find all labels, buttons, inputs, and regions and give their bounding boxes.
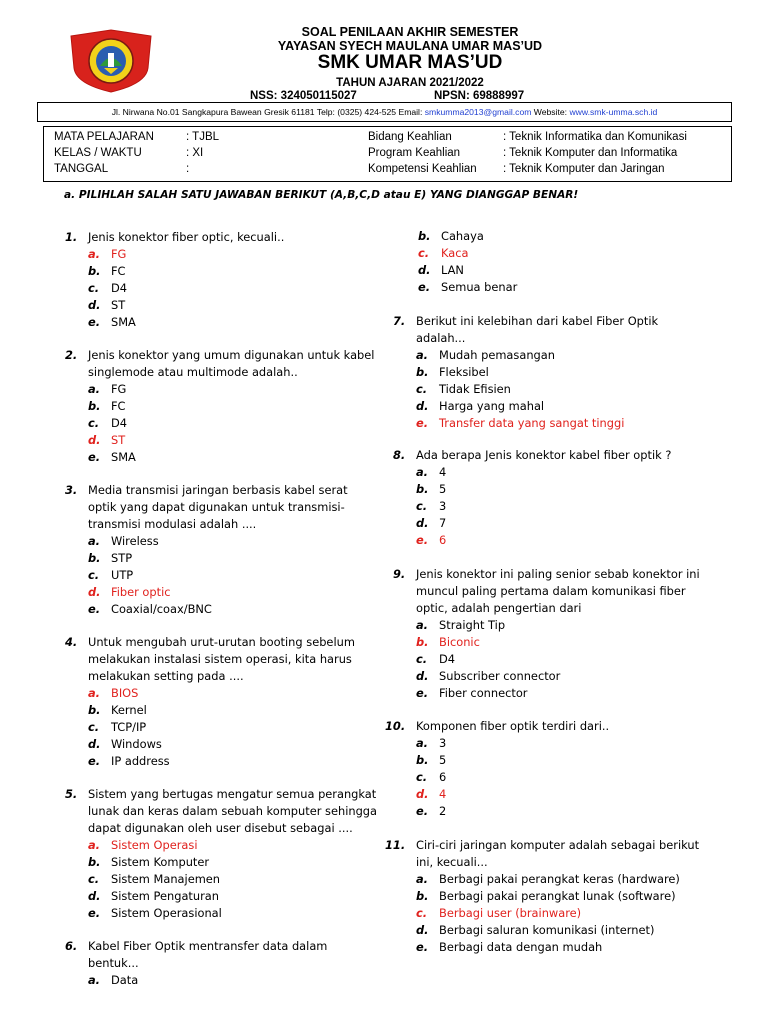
website-link[interactable]: www.smk-umma.sch.id — [569, 107, 658, 117]
question-2-option-d-letter: d. — [88, 433, 101, 447]
question-9-option-a[interactable]: Straight Tip — [439, 618, 506, 632]
question-2-option-a-letter: a. — [88, 382, 101, 396]
question-8-text: Ada berapa Jenis konektor kabel fiber optik ? — [416, 448, 672, 462]
question-11-option-d-letter: d. — [416, 923, 429, 937]
question-1-option-a-letter: a. — [88, 247, 101, 261]
question-1-option-e[interactable]: SMA — [111, 315, 136, 329]
question-5-number: 5. — [65, 787, 78, 801]
question-9-option-e[interactable]: Fiber connector — [439, 686, 528, 700]
question-6-option-a[interactable]: Data — [111, 973, 139, 987]
question-11-option-e[interactable]: Berbagi data dengan mudah — [439, 940, 603, 954]
program-label: Program Keahlian — [368, 147, 461, 159]
question-2-option-c[interactable]: D4 — [111, 416, 128, 430]
question-4-text: melakukan instalasi sistem operasi, kita harus — [88, 652, 352, 666]
question-6-text: bentuk... — [88, 956, 139, 970]
question-10-option-c[interactable]: 6 — [439, 770, 447, 784]
question-7-option-d-letter: d. — [416, 399, 429, 413]
question-4-number: 4. — [65, 635, 78, 649]
question-2-option-b[interactable]: FC — [111, 399, 126, 413]
question-4-option-c-letter: c. — [88, 720, 100, 734]
question-8-option-d[interactable]: 7 — [439, 516, 447, 530]
question-9-number: 9. — [393, 567, 406, 581]
question-7-option-e-letter: e. — [416, 416, 429, 430]
question-5-option-b[interactable]: Sistem Komputer — [111, 855, 210, 869]
question-4-option-c[interactable]: TCP/IP — [111, 720, 147, 734]
question-2-option-e-letter: e. — [88, 450, 101, 464]
question-7-option-c-letter: c. — [416, 382, 428, 396]
question-6-option-c[interactable]: Kaca — [441, 246, 469, 260]
question-3-option-d[interactable]: Fiber optic — [111, 585, 171, 599]
question-6-option-d-letter: d. — [418, 263, 431, 277]
question-8-number: 8. — [393, 448, 406, 462]
question-3-option-a-letter: a. — [88, 534, 101, 548]
question-2-option-c-letter: c. — [88, 416, 100, 430]
question-3-option-d-letter: d. — [88, 585, 101, 599]
question-11-text: ini, kecuali... — [416, 855, 488, 869]
instruction: a. PILIHLAH SALAH SATU JAWABAN BERIKUT (A,B,C,D atau E) YANG DIANGGAP BENAR! — [64, 189, 579, 201]
question-3-option-e[interactable]: Coaxial/coax/BNC — [111, 602, 212, 616]
nss-number: NSS: 324050115027 — [250, 90, 357, 102]
question-5-option-b-letter: b. — [88, 855, 101, 869]
question-4-option-d[interactable]: Windows — [111, 737, 162, 751]
question-10-option-d[interactable]: 4 — [439, 787, 447, 801]
question-4-option-e[interactable]: IP address — [111, 754, 170, 768]
question-7-text: adalah... — [416, 331, 466, 345]
question-10-option-d-letter: d. — [416, 787, 429, 801]
question-11-option-d[interactable]: Berbagi saluran komunikasi (internet) — [439, 923, 655, 937]
question-1-number: 1. — [65, 230, 78, 244]
question-7-number: 7. — [393, 314, 406, 328]
question-9-option-e-letter: e. — [416, 686, 429, 700]
question-11-text: Ciri-ciri jaringan komputer adalah sebagai berikut — [416, 838, 700, 852]
school-name: SMK UMAR MAS’UD — [317, 52, 503, 73]
question-4-option-d-letter: d. — [88, 737, 101, 751]
question-11-option-c-letter: c. — [416, 906, 428, 920]
question-6-option-b-letter: b. — [418, 229, 431, 243]
question-6-option-c-letter: c. — [418, 246, 430, 260]
question-5-option-a[interactable]: Sistem Operasi — [111, 838, 198, 852]
question-5-text: dapat digunakan oleh user disebut sebagai .... — [88, 821, 353, 835]
question-7-option-b[interactable]: Fleksibel — [439, 365, 489, 379]
question-2-option-d[interactable]: ST — [111, 433, 126, 447]
question-11-option-a-letter: a. — [416, 872, 429, 886]
question-10-option-b[interactable]: 5 — [439, 753, 447, 767]
question-3-option-c[interactable]: UTP — [111, 568, 134, 582]
mapel-value: : TJBL — [186, 131, 220, 143]
question-9-option-b-letter: b. — [416, 635, 429, 649]
question-1-option-b-letter: b. — [88, 264, 101, 278]
question-7-option-a[interactable]: Mudah pemasangan — [439, 348, 555, 362]
header-title: SOAL PENILAAN AKHIR SEMESTER — [301, 25, 519, 39]
question-8-option-c[interactable]: 3 — [439, 499, 447, 513]
question-8-option-d-letter: d. — [416, 516, 429, 530]
question-11-option-b[interactable]: Berbagi pakai perangkat lunak (software) — [439, 889, 676, 903]
question-9-text: Jenis konektor ini paling senior sebab konektor ini — [416, 567, 700, 581]
question-11-number: 11. — [385, 838, 406, 852]
question-5-option-d[interactable]: Sistem Pengaturan — [111, 889, 219, 903]
question-10-option-c-letter: c. — [416, 770, 428, 784]
question-5-option-e[interactable]: Sistem Operasional — [111, 906, 222, 920]
question-11-option-c[interactable]: Berbagi user (brainware) — [439, 906, 582, 920]
question-9-option-b[interactable]: Biconic — [439, 635, 480, 649]
question-6-option-b[interactable]: Cahaya — [441, 229, 484, 243]
academic-year: TAHUN AJARAN 2021/2022 — [336, 77, 484, 89]
question-4-option-a[interactable]: BIOS — [111, 686, 139, 700]
question-11-option-b-letter: b. — [416, 889, 429, 903]
question-9-option-a-letter: a. — [416, 618, 429, 632]
question-2-option-e[interactable]: SMA — [111, 450, 136, 464]
question-2-number: 2. — [65, 348, 78, 362]
question-6-option-a-letter: a. — [88, 973, 101, 987]
question-8-option-e-letter: e. — [416, 533, 429, 547]
question-10-option-e-letter: e. — [416, 804, 429, 818]
bidang-value: : Teknik Informatika dan Komunikasi — [503, 131, 687, 143]
question-5-option-c-letter: c. — [88, 872, 100, 886]
kelas-label: KELAS / WAKTU — [54, 147, 142, 159]
question-7-option-c[interactable]: Tidak Efisien — [439, 382, 511, 396]
tanggal-label: TANGGAL — [54, 163, 109, 175]
program-value: : Teknik Komputer dan Informatika — [503, 147, 678, 159]
question-5-option-d-letter: d. — [88, 889, 101, 903]
question-2-option-b-letter: b. — [88, 399, 101, 413]
question-6-option-e-letter: e. — [418, 280, 431, 294]
question-4-option-e-letter: e. — [88, 754, 101, 768]
question-9-text: muncul paling pertama dalam komunikasi fiber — [416, 584, 686, 598]
question-7-option-d[interactable]: Harga yang mahal — [439, 399, 545, 413]
question-9-option-c[interactable]: D4 — [439, 652, 456, 666]
address-box — [37, 102, 732, 122]
question-6-number: 6. — [65, 939, 78, 953]
question-4-option-b-letter: b. — [88, 703, 101, 717]
question-1-option-c[interactable]: D4 — [111, 281, 128, 295]
kompetensi-label: Kompetensi Keahlian — [368, 163, 477, 175]
question-6-option-d[interactable]: LAN — [441, 263, 464, 277]
question-9-option-d[interactable]: Subscriber connector — [439, 669, 561, 683]
question-3-text: optik yang dapat digunakan untuk transmisi- — [88, 500, 345, 514]
question-3-option-b-letter: b. — [88, 551, 101, 565]
question-8-option-b[interactable]: 5 — [439, 482, 447, 496]
question-8-option-c-letter: c. — [416, 499, 428, 513]
question-1-option-b[interactable]: FC — [111, 264, 126, 278]
question-10-option-a[interactable]: 3 — [439, 736, 447, 750]
question-5-option-c[interactable]: Sistem Manajemen — [111, 872, 221, 886]
question-5-text: lunak dan keras dalam sebuah komputer sehingga — [88, 804, 378, 818]
question-8-option-e[interactable]: 6 — [439, 533, 447, 547]
question-1-option-d-letter: d. — [88, 298, 101, 312]
question-3-text: transmisi modulasi adalah .... — [88, 517, 257, 531]
question-3-number: 3. — [65, 483, 78, 497]
question-3-option-e-letter: e. — [88, 602, 101, 616]
question-8-option-a-letter: a. — [416, 465, 429, 479]
question-4-option-b[interactable]: Kernel — [111, 703, 147, 717]
address-text: Jl. Nirwana No.01 Sangkapura Bawean Gresik 61181 Telp: (0325) 424-525 Email: — [111, 107, 425, 117]
question-1-option-c-letter: c. — [88, 281, 100, 295]
question-1-option-e-letter: e. — [88, 315, 101, 329]
question-8-option-a[interactable]: 4 — [439, 465, 447, 479]
website-label: Website: — [531, 107, 570, 117]
question-10-number: 10. — [385, 719, 406, 733]
npsn-number: NPSN: 69888997 — [434, 90, 525, 102]
kelas-value: : XI — [186, 147, 204, 159]
question-3-option-a[interactable]: Wireless — [111, 534, 159, 548]
question-4-option-a-letter: a. — [88, 686, 101, 700]
question-10-option-b-letter: b. — [416, 753, 429, 767]
question-9-text: optic, adalah pengertian dari — [416, 601, 582, 615]
question-3-option-c-letter: c. — [88, 568, 100, 582]
exam-info-box — [43, 126, 732, 182]
question-3-option-b[interactable]: STP — [111, 551, 133, 565]
kompetensi-value: : Teknik Komputer dan Jaringan — [503, 163, 665, 175]
email-link[interactable]: smkumma2013@gmail.com — [424, 107, 532, 117]
question-2-text: singlemode atau multimode adalah.. — [88, 365, 298, 379]
question-2-text: Jenis konektor yang umum digunakan untuk kabel — [88, 348, 375, 362]
question-3-text: Media transmisi jaringan berbasis kabel serat — [88, 483, 348, 497]
question-7-option-a-letter: a. — [416, 348, 429, 362]
question-7-option-e[interactable]: Transfer data yang sangat tinggi — [439, 416, 625, 430]
question-5-text: Sistem yang bertugas mengatur semua perangkat — [88, 787, 377, 801]
question-11-option-e-letter: e. — [416, 940, 429, 954]
mapel-label: MATA PELAJARAN — [54, 131, 154, 143]
question-5-option-e-letter: e. — [88, 906, 101, 920]
header-foundation: YAYASAN SYECH MAULANA UMAR MAS’UD — [277, 39, 543, 53]
school-logo — [68, 28, 154, 94]
question-8-option-b-letter: b. — [416, 482, 429, 496]
question-1-text: Jenis konektor fiber optic, kecuali.. — [88, 230, 285, 244]
bidang-label: Bidang Keahlian — [368, 131, 452, 143]
question-10-text: Komponen fiber optik terdiri dari.. — [416, 719, 610, 733]
question-1-option-d[interactable]: ST — [111, 298, 126, 312]
question-4-text: melakukan setting pada .... — [88, 669, 244, 683]
question-1-option-a[interactable]: FG — [111, 247, 127, 261]
question-9-option-d-letter: d. — [416, 669, 429, 683]
question-4-text: Untuk mengubah urut-urutan booting sebelum — [88, 635, 355, 649]
question-6-option-e[interactable]: Semua benar — [441, 280, 518, 294]
question-9-option-c-letter: c. — [416, 652, 428, 666]
question-10-option-e[interactable]: 2 — [439, 804, 447, 818]
question-11-option-a[interactable]: Berbagi pakai perangkat keras (hardware) — [439, 872, 680, 886]
question-2-option-a[interactable]: FG — [111, 382, 127, 396]
question-5-option-a-letter: a. — [88, 838, 101, 852]
tanggal-value: : — [186, 163, 190, 175]
question-6-text: Kabel Fiber Optik mentransfer data dalam — [88, 939, 328, 953]
question-7-text: Berikut ini kelebihan dari kabel Fiber Optik — [416, 314, 659, 328]
question-10-option-a-letter: a. — [416, 736, 429, 750]
question-7-option-b-letter: b. — [416, 365, 429, 379]
